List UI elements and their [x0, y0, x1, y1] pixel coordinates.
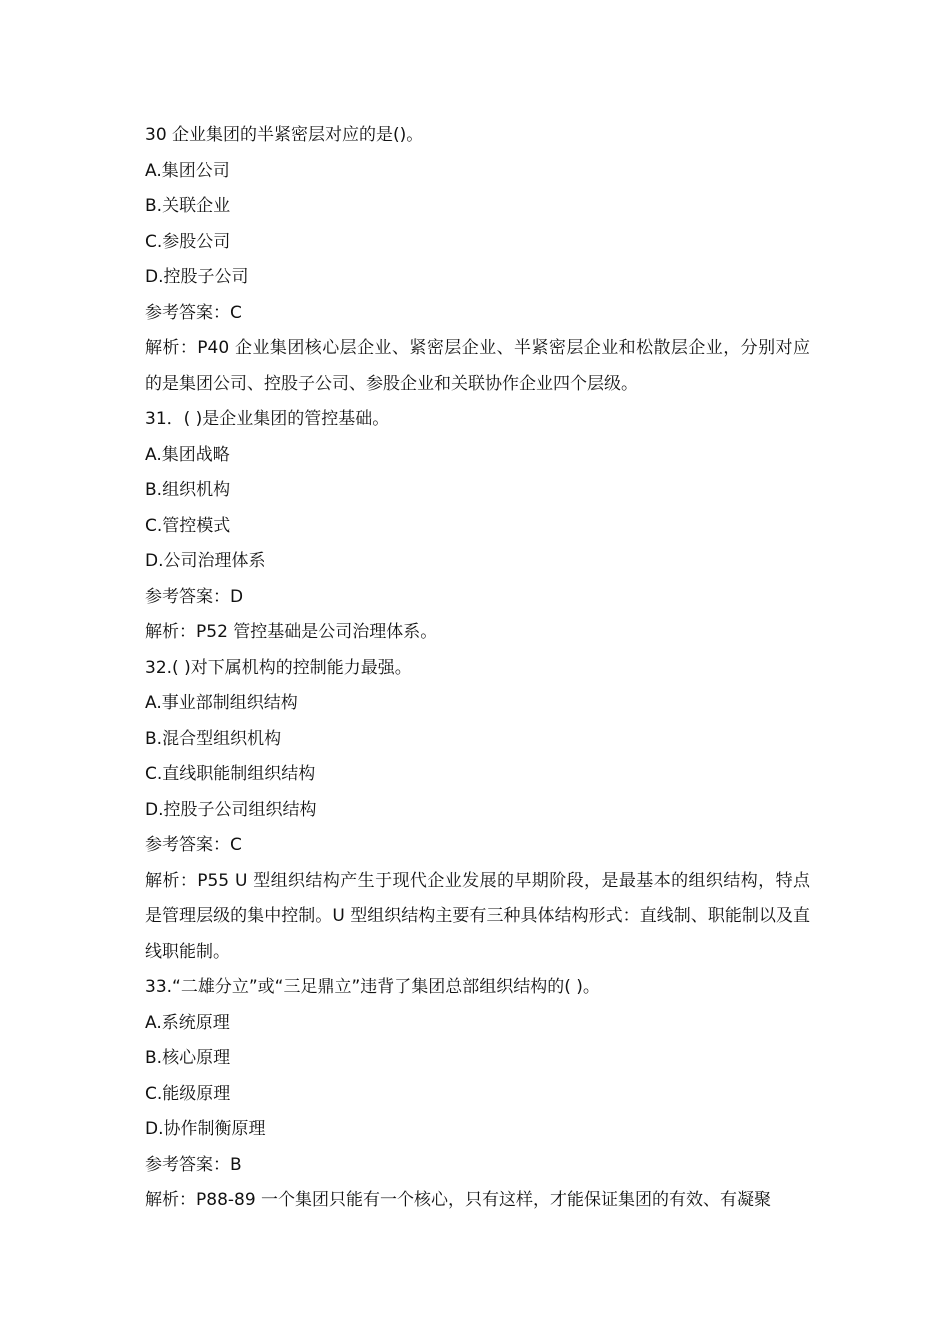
question-stem: 30 企业集团的半紧密层对应的是()。 — [145, 125, 424, 145]
option-a: A.事业部制组织结构 — [145, 693, 298, 713]
option-c: C.直线职能制组织结构 — [145, 764, 316, 784]
option-c: C.能级原理 — [145, 1083, 231, 1104]
option-b: B.混合型组织机构 — [145, 728, 282, 749]
option-b: B.组织机构 — [145, 480, 231, 500]
document-content — [145, 118, 810, 1219]
question-33 — [145, 970, 810, 1219]
question-30 — [145, 118, 810, 402]
question-31 — [145, 402, 810, 651]
question-32 — [145, 651, 810, 971]
reference-answer: 参考答案：B — [145, 1154, 242, 1175]
question-stem: 32.( )对下属机构的控制能力最强。 — [145, 657, 412, 678]
option-d: D.公司治理体系 — [145, 551, 266, 571]
option-a: A.集团战略 — [145, 444, 230, 465]
option-d: D.控股子公司 — [145, 267, 249, 287]
reference-answer: 参考答案：C — [145, 835, 242, 855]
question-stem: 33.“二雄分立”或“三足鼎立”违背了集团总部组织结构的( )。 — [145, 977, 600, 997]
option-b: B.核心原理 — [145, 1048, 231, 1068]
option-a: A.集团公司 — [145, 160, 230, 181]
answer-analysis: 解析：P55 U 型组织结构产生于现代企业发展的早期阶段，是最基本的组织结构，特点是管理层级的集中控制。U 型组织结构主要有三种具体结构形式：直线制、职能制以及直线职能制。 — [145, 870, 810, 962]
question-stem: 31．( )是企业集团的管控基础。 — [145, 409, 390, 429]
option-b: B.关联企业 — [145, 196, 231, 216]
answer-analysis: 解析：P40 企业集团核心层企业、紧密层企业、半紧密层企业和松散层企业，分别对应的是集团公司、控股子公司、参股企业和关联协作企业四个层级。 — [145, 338, 810, 394]
option-a: A.系统原理 — [145, 1012, 230, 1033]
answer-analysis: 解析：P52 管控基础是公司治理体系。 — [145, 622, 438, 642]
reference-answer: 参考答案：C — [145, 302, 242, 323]
answer-analysis: 解析：P88-89 一个集团只能有一个核心，只有这样，才能保证集团的有效、有凝聚 — [145, 1190, 772, 1210]
option-d: D.协作制衡原理 — [145, 1119, 266, 1139]
reference-answer: 参考答案：D — [145, 586, 244, 607]
option-d: D.控股子公司组织结构 — [145, 799, 317, 820]
option-c: C.管控模式 — [145, 515, 231, 536]
option-c: C.参股公司 — [145, 231, 231, 252]
